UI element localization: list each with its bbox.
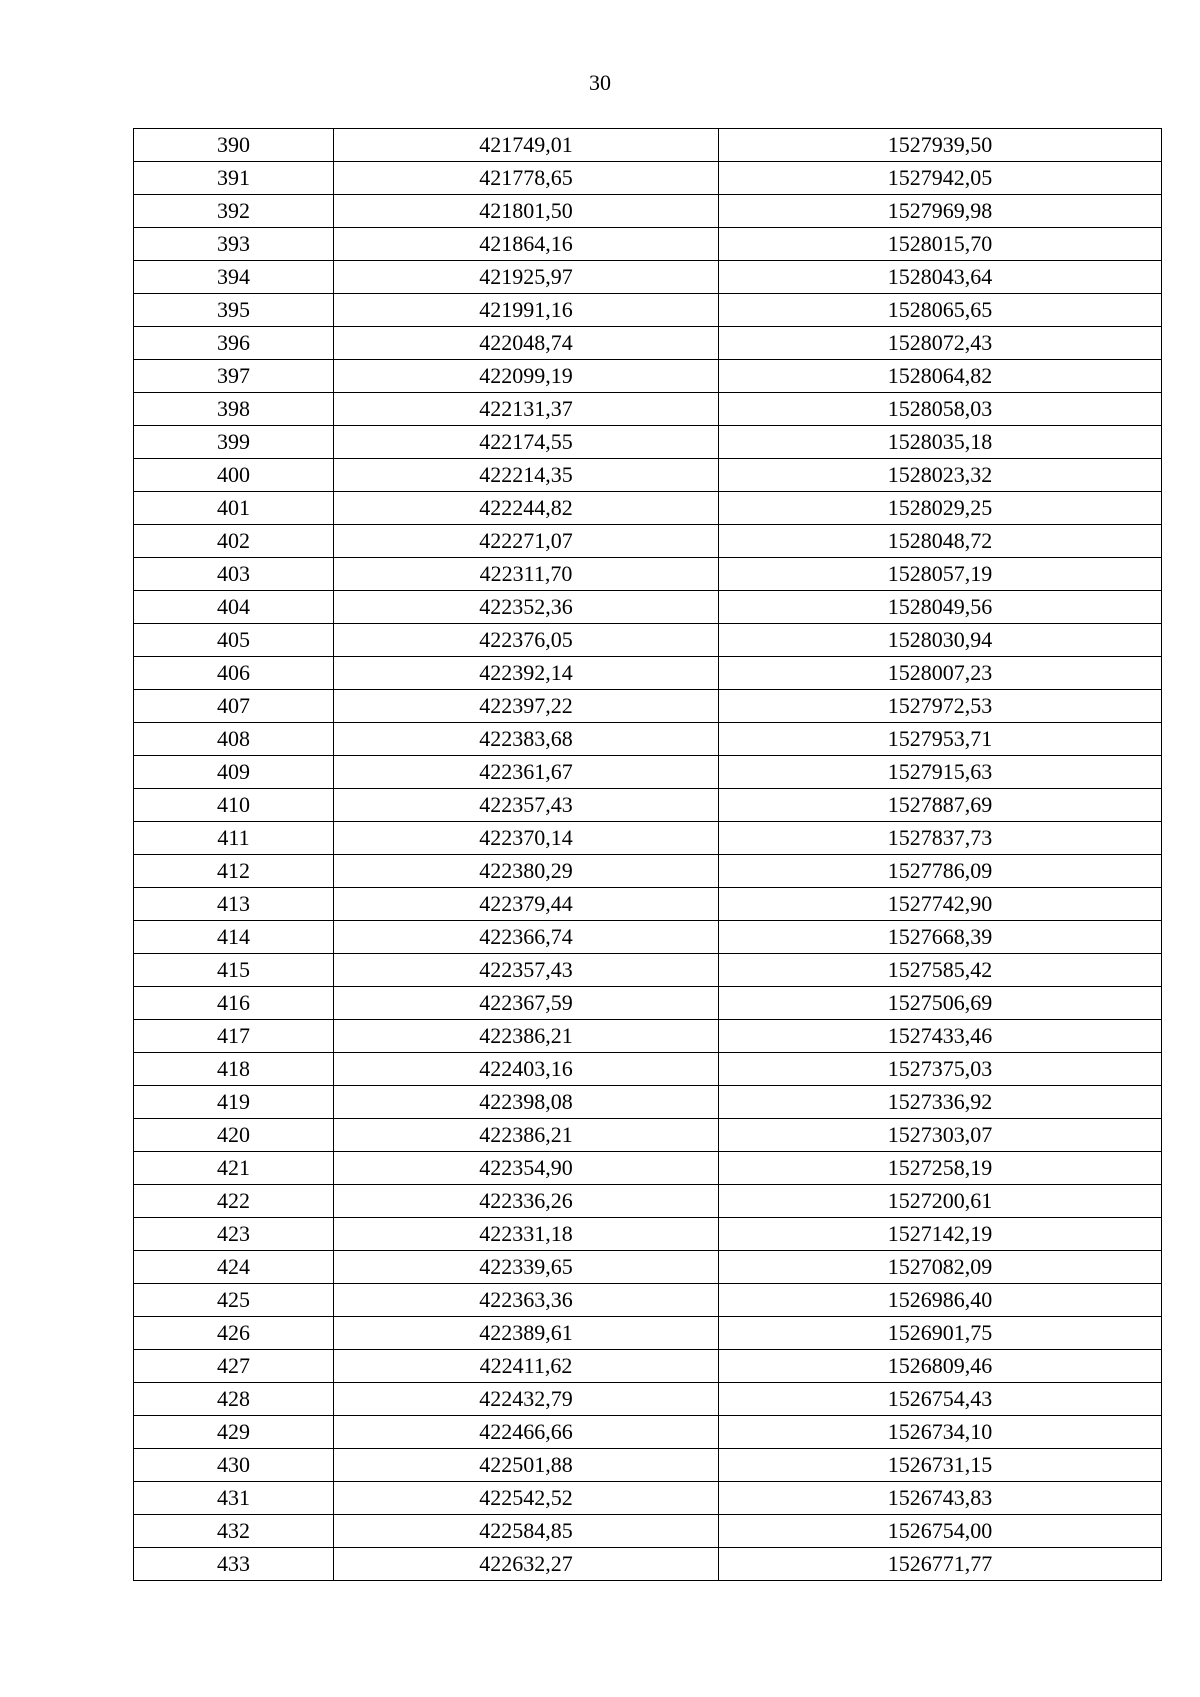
x-coordinate-cell: 422386,21 [334,1119,719,1152]
x-coordinate-cell: 421778,65 [334,162,719,195]
point-number-cell: 428 [134,1383,334,1416]
y-coordinate-cell: 1527837,73 [719,822,1162,855]
x-coordinate-cell: 422584,85 [334,1515,719,1548]
y-coordinate-cell: 1526754,00 [719,1515,1162,1548]
point-number-cell: 422 [134,1185,334,1218]
y-coordinate-cell: 1528065,65 [719,294,1162,327]
point-number-cell: 401 [134,492,334,525]
table-row [134,1317,1162,1350]
point-number-cell: 430 [134,1449,334,1482]
table-row [134,756,1162,789]
point-number-cell: 426 [134,1317,334,1350]
point-number-cell: 413 [134,888,334,921]
x-coordinate-cell: 422363,36 [334,1284,719,1317]
table-row [134,195,1162,228]
table-row [134,921,1162,954]
y-coordinate-cell: 1526754,43 [719,1383,1162,1416]
table-row [134,1383,1162,1416]
table-row [134,261,1162,294]
table-row [134,426,1162,459]
point-number-cell: 394 [134,261,334,294]
point-number-cell: 400 [134,459,334,492]
point-number-cell: 420 [134,1119,334,1152]
y-coordinate-cell: 1527972,53 [719,690,1162,723]
point-number-cell: 393 [134,228,334,261]
point-number-cell: 403 [134,558,334,591]
x-coordinate-cell: 422174,55 [334,426,719,459]
y-coordinate-cell: 1527200,61 [719,1185,1162,1218]
y-coordinate-cell: 1527969,98 [719,195,1162,228]
table-row [134,360,1162,393]
y-coordinate-cell: 1526986,40 [719,1284,1162,1317]
x-coordinate-cell: 422632,27 [334,1548,719,1581]
table-row [134,1020,1162,1053]
x-coordinate-cell: 422411,62 [334,1350,719,1383]
y-coordinate-cell: 1527142,19 [719,1218,1162,1251]
point-number-cell: 407 [134,690,334,723]
x-coordinate-cell: 422386,21 [334,1020,719,1053]
y-coordinate-cell: 1527433,46 [719,1020,1162,1053]
table-row [134,525,1162,558]
point-number-cell: 406 [134,657,334,690]
x-coordinate-cell: 422048,74 [334,327,719,360]
x-coordinate-cell: 422466,66 [334,1416,719,1449]
point-number-cell: 431 [134,1482,334,1515]
y-coordinate-cell: 1527668,39 [719,921,1162,954]
y-coordinate-cell: 1526734,10 [719,1416,1162,1449]
x-coordinate-cell: 422131,37 [334,393,719,426]
y-coordinate-cell: 1527742,90 [719,888,1162,921]
point-number-cell: 432 [134,1515,334,1548]
y-coordinate-cell: 1527887,69 [719,789,1162,822]
table-row [134,294,1162,327]
x-coordinate-cell: 422311,70 [334,558,719,591]
point-number-cell: 427 [134,1350,334,1383]
table-row [134,1515,1162,1548]
y-coordinate-cell: 1527585,42 [719,954,1162,987]
y-coordinate-cell: 1528048,72 [719,525,1162,558]
point-number-cell: 417 [134,1020,334,1053]
y-coordinate-cell: 1527506,69 [719,987,1162,1020]
point-number-cell: 416 [134,987,334,1020]
x-coordinate-cell: 422392,14 [334,657,719,690]
y-coordinate-cell: 1528029,25 [719,492,1162,525]
x-coordinate-cell: 422271,07 [334,525,719,558]
table-row [134,1119,1162,1152]
table-row [134,1284,1162,1317]
y-coordinate-cell: 1528030,94 [719,624,1162,657]
x-coordinate-cell: 422432,79 [334,1383,719,1416]
point-number-cell: 421 [134,1152,334,1185]
coordinates-table [133,128,1162,1581]
table-row [134,1548,1162,1581]
point-number-cell: 408 [134,723,334,756]
table-row [134,624,1162,657]
table-row [134,1350,1162,1383]
table-row [134,987,1162,1020]
x-coordinate-cell: 422361,67 [334,756,719,789]
table-row [134,954,1162,987]
table-row [134,558,1162,591]
x-coordinate-cell: 422336,26 [334,1185,719,1218]
y-coordinate-cell: 1528049,56 [719,591,1162,624]
point-number-cell: 409 [134,756,334,789]
y-coordinate-cell: 1527939,50 [719,129,1162,162]
table-row [134,591,1162,624]
point-number-cell: 433 [134,1548,334,1581]
y-coordinate-cell: 1528057,19 [719,558,1162,591]
x-coordinate-cell: 422398,08 [334,1086,719,1119]
y-coordinate-cell: 1528007,23 [719,657,1162,690]
y-coordinate-cell: 1528043,64 [719,261,1162,294]
x-coordinate-cell: 422397,22 [334,690,719,723]
point-number-cell: 424 [134,1251,334,1284]
x-coordinate-cell: 422099,19 [334,360,719,393]
x-coordinate-cell: 422339,65 [334,1251,719,1284]
x-coordinate-cell: 422379,44 [334,888,719,921]
y-coordinate-cell: 1527258,19 [719,1152,1162,1185]
x-coordinate-cell: 422403,16 [334,1053,719,1086]
x-coordinate-cell: 422389,61 [334,1317,719,1350]
table-row [134,1053,1162,1086]
x-coordinate-cell: 422214,35 [334,459,719,492]
table-row [134,690,1162,723]
table-row [134,888,1162,921]
y-coordinate-cell: 1528064,82 [719,360,1162,393]
x-coordinate-cell: 422501,88 [334,1449,719,1482]
x-coordinate-cell: 422357,43 [334,789,719,822]
y-coordinate-cell: 1528035,18 [719,426,1162,459]
point-number-cell: 395 [134,294,334,327]
point-number-cell: 410 [134,789,334,822]
table-row [134,657,1162,690]
point-number-cell: 390 [134,129,334,162]
y-coordinate-cell: 1528058,03 [719,393,1162,426]
point-number-cell: 419 [134,1086,334,1119]
y-coordinate-cell: 1528023,32 [719,459,1162,492]
table-row [134,1482,1162,1515]
x-coordinate-cell: 421749,01 [334,129,719,162]
x-coordinate-cell: 422542,52 [334,1482,719,1515]
x-coordinate-cell: 422357,43 [334,954,719,987]
point-number-cell: 423 [134,1218,334,1251]
table-row [134,393,1162,426]
table-row [134,1416,1162,1449]
point-number-cell: 405 [134,624,334,657]
table-row [134,1218,1162,1251]
coordinates-table-body [134,129,1162,1581]
x-coordinate-cell: 422376,05 [334,624,719,657]
point-number-cell: 404 [134,591,334,624]
page-number: 30 [589,70,611,95]
point-number-cell: 418 [134,1053,334,1086]
point-number-cell: 391 [134,162,334,195]
point-number-cell: 402 [134,525,334,558]
x-coordinate-cell: 422380,29 [334,855,719,888]
table-row [134,723,1162,756]
table-row [134,1449,1162,1482]
point-number-cell: 429 [134,1416,334,1449]
y-coordinate-cell: 1527942,05 [719,162,1162,195]
point-number-cell: 399 [134,426,334,459]
point-number-cell: 415 [134,954,334,987]
y-coordinate-cell: 1526731,15 [719,1449,1162,1482]
x-coordinate-cell: 421801,50 [334,195,719,228]
y-coordinate-cell: 1528015,70 [719,228,1162,261]
y-coordinate-cell: 1527953,71 [719,723,1162,756]
x-coordinate-cell: 421864,16 [334,228,719,261]
y-coordinate-cell: 1528072,43 [719,327,1162,360]
y-coordinate-cell: 1527786,09 [719,855,1162,888]
point-number-cell: 392 [134,195,334,228]
table-row [134,459,1162,492]
y-coordinate-cell: 1526743,83 [719,1482,1162,1515]
x-coordinate-cell: 422370,14 [334,822,719,855]
table-row [134,822,1162,855]
point-number-cell: 414 [134,921,334,954]
table-row [134,855,1162,888]
x-coordinate-cell: 421925,97 [334,261,719,294]
table-row [134,1152,1162,1185]
x-coordinate-cell: 422354,90 [334,1152,719,1185]
point-number-cell: 396 [134,327,334,360]
y-coordinate-cell: 1527375,03 [719,1053,1162,1086]
x-coordinate-cell: 422244,82 [334,492,719,525]
y-coordinate-cell: 1526771,77 [719,1548,1162,1581]
x-coordinate-cell: 422383,68 [334,723,719,756]
y-coordinate-cell: 1527082,09 [719,1251,1162,1284]
table-row [134,1185,1162,1218]
table-row [134,129,1162,162]
table-row [134,327,1162,360]
x-coordinate-cell: 422331,18 [334,1218,719,1251]
x-coordinate-cell: 422366,74 [334,921,719,954]
table-row [134,228,1162,261]
y-coordinate-cell: 1527915,63 [719,756,1162,789]
x-coordinate-cell: 421991,16 [334,294,719,327]
table-row [134,492,1162,525]
x-coordinate-cell: 422352,36 [334,591,719,624]
y-coordinate-cell: 1526901,75 [719,1317,1162,1350]
table-row [134,1086,1162,1119]
y-coordinate-cell: 1526809,46 [719,1350,1162,1383]
point-number-cell: 425 [134,1284,334,1317]
y-coordinate-cell: 1527303,07 [719,1119,1162,1152]
point-number-cell: 398 [134,393,334,426]
y-coordinate-cell: 1527336,92 [719,1086,1162,1119]
point-number-cell: 411 [134,822,334,855]
point-number-cell: 397 [134,360,334,393]
x-coordinate-cell: 422367,59 [334,987,719,1020]
table-row [134,789,1162,822]
table-row [134,162,1162,195]
table-row [134,1251,1162,1284]
point-number-cell: 412 [134,855,334,888]
